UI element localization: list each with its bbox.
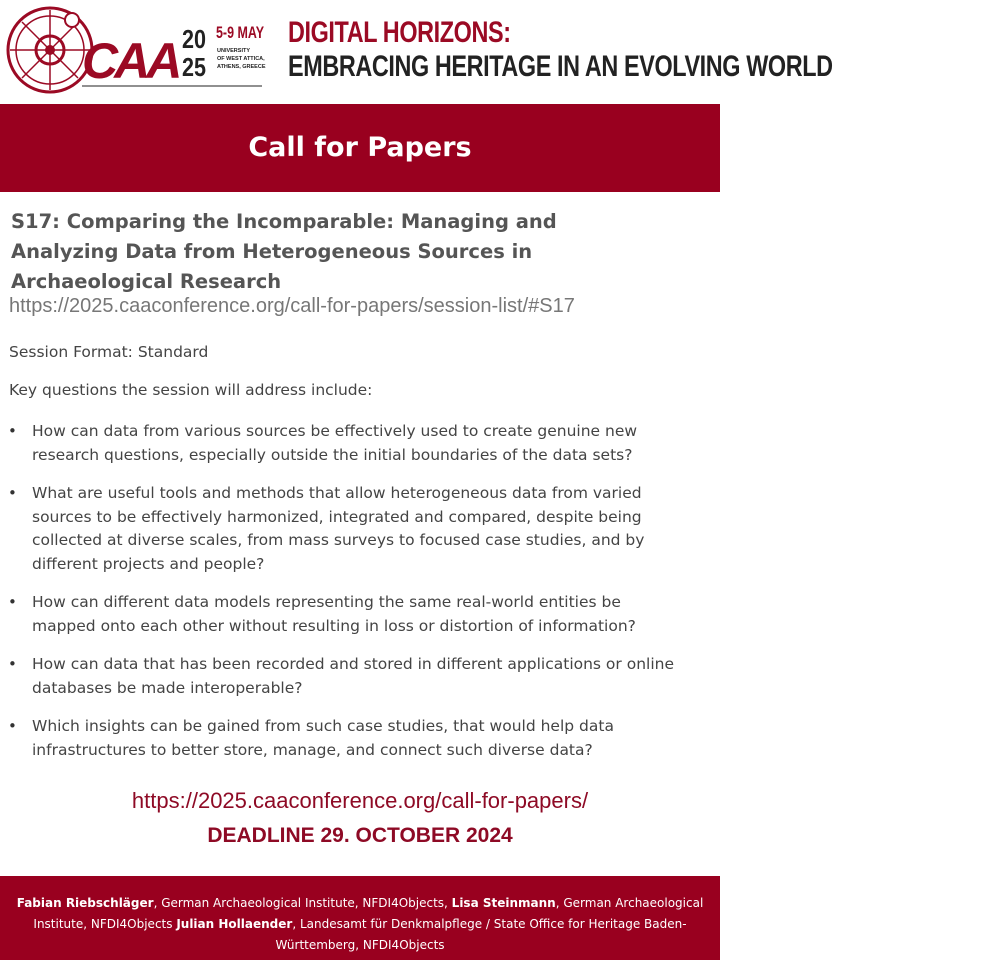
question-text: How can data from various sources be effectively used to create genuine new research questions, especially outside the initial boundaries of the data sets? [32, 422, 638, 464]
organizer-name: Lisa Steinmann [451, 896, 556, 910]
question-text: How can data that has been recorded and stored in different applications or online databases be made interoperable? [32, 655, 674, 697]
conference-headline [288, 18, 986, 82]
logo-year-top: 20 [182, 24, 206, 54]
session-title: S17: Comparing the Incomparable: Managing and Analyzing Data from Heterogeneous Sources in Archaeological Research [11, 210, 557, 293]
banner-title: Call for Papers [248, 132, 472, 163]
organizer-name: Fabian Riebschläger [16, 896, 154, 910]
logo-venue-line-3: ATHENS, GREECE [217, 64, 266, 70]
call-for-papers-link[interactable]: https://2025.caaconference.org/call-for-papers/ [131, 788, 589, 813]
call-for-papers-banner [0, 104, 720, 192]
caa-2025-logo [4, 4, 266, 96]
list-item [0, 715, 720, 762]
question-text: What are useful tools and methods that allow heterogeneous data from varied sources to be effectively harmonized, integrated and compared, despite being collected at diverse scales, from mass surveys to focused case studies, and by different projects and people? [32, 484, 645, 573]
bullet-icon: • [8, 655, 17, 673]
headline-line-1: DIGITAL HORIZONS: [288, 16, 511, 49]
bullet-icon: • [8, 422, 17, 440]
organizers-text [6, 893, 714, 956]
bullet-icon: • [8, 717, 17, 735]
organizers-footer [0, 876, 720, 960]
organizer-affiliation: , German Archaeological Institute, NFDI4Objects, [153, 896, 452, 910]
list-item [0, 420, 720, 467]
session-url-link[interactable]: https://2025.caaconference.org/call-for-papers/session-list/#S17 [9, 295, 575, 317]
headline-line-2: EMBRACING HERITAGE IN AN EVOLVING WORLD [288, 50, 833, 83]
question-text: Which insights can be gained from such case studies, that would help data infrastructures to better store, manage, and connect such diverse data? [32, 717, 614, 759]
organizer-affiliation: , German Archaeological Institute, NFDI4Objects [33, 896, 704, 931]
logo-venue-line-1: UNIVERSITY [217, 48, 251, 54]
key-questions-intro: Key questions the session will address include: [9, 381, 373, 399]
list-item [0, 482, 720, 576]
organizer-affiliation: , Landesamt für Denkmalpflege / State Office for Heritage Baden-Württemberg, NFDI4Objects [275, 917, 687, 952]
key-questions-list [0, 420, 720, 777]
list-item [0, 653, 720, 700]
session-format: Session Format: Standard [9, 343, 209, 361]
logo-year-bottom: 25 [182, 52, 206, 82]
header [0, 0, 833, 104]
wheel-emblem-icon [8, 8, 92, 92]
logo-letters: CAA [82, 33, 179, 89]
list-item [0, 591, 720, 638]
logo-dates: 5-9 MAY [216, 23, 265, 42]
bullet-icon: • [8, 484, 17, 502]
logo-venue-line-2: OF WEST ATTICA, [217, 56, 265, 62]
organizer-name: Julian Hollaender [176, 917, 293, 931]
question-text: How can different data models representing the same real-world entities be mapped onto each other without resulting in loss or distortion of information? [32, 593, 636, 635]
bullet-icon: • [8, 593, 17, 611]
deadline-notice: DEADLINE 29. OCTOBER 2024 [207, 824, 513, 847]
